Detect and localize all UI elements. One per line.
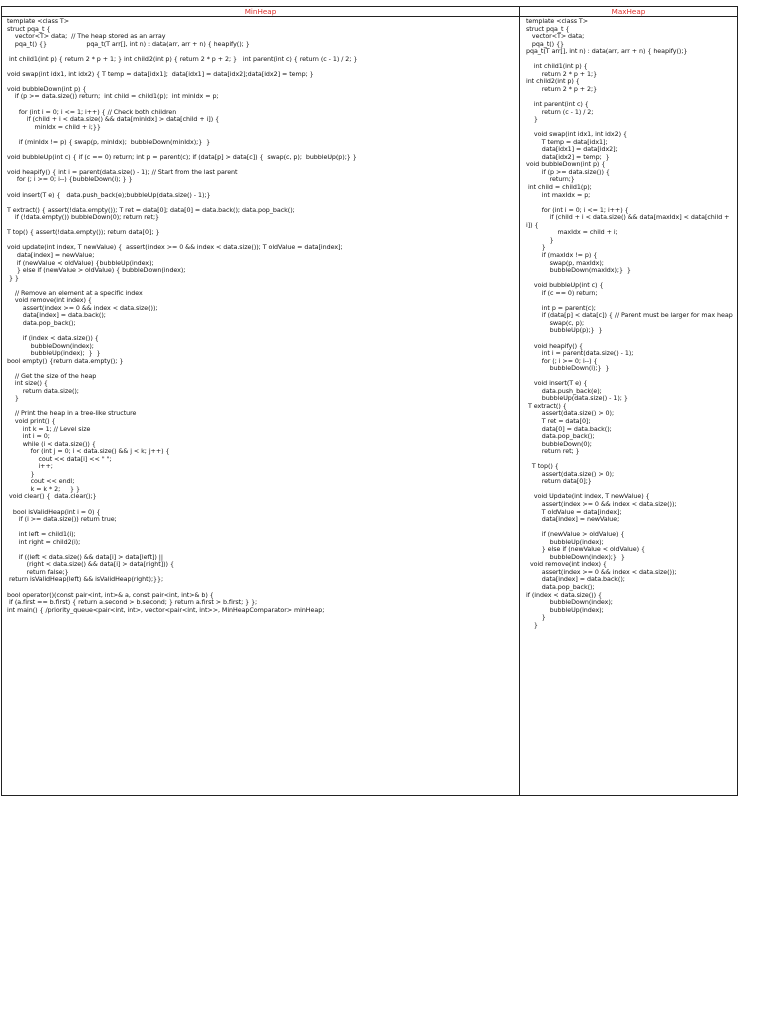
minheap-title: MinHeap <box>2 7 519 17</box>
maxheap-code: template <class T> struct pqa_t { vector<T> data; pqa_t() {} pqa_t(T arr[], int n) : data(arr, arr + n) { heapify();} int child1(int p) { return 2 * p + 1;} int child2(int p) { return 2 * p + 2;} int parent(int c) { return (c - 1) / 2; } void swap(int idx1, int idx2) { T temp = data[idx1]; data[idx1] = data[idx2]; data[idx2] = temp; } void bubbleDown(int p) { if (p >= data.size()) { return;} int child = child1(p); int maxIdx = p; for (int i = 0; i <= 1; i++) { if (child + i < data.size() && data[maxIdx] < data[child + i]) { maxIdx = child + i; } } if (maxIdx != p) { swap(p, maxIdx); bubbleDown(maxIdx);} } void bubbleUp(int c) { if (c == 0) return; int p = parent(c); if (data[p] < data[c]) { // Parent must be larger for max heap swap(c, p); bubbleUp(p);} } void heapify() { int i = parent(data.size() - 1); for (; i >= 0; i--) { bubbleDown(i);} } void insert(T e) { data.push_back(e); bubbleUp(data.size() - 1); } T extract() { assert(data.size() > 0); T ret = data[0]; data[0] = data.back(); data.pop_back(); bubbleDown(0); return ret; } T top() { assert(data.size() > 0); return data[0];} void Update(int index, T newValue) { assert(index >= 0 && index < data.size()); T oldValue = data[index]; data[index] = newValue; if (newValue > oldValue) { bubbleUp(index); } else if (newValue < oldValue) { bubbleDown(index);} } void remove(int index) { assert(index >= 0 && index < data.size()); data[index] = data.back(); data.pop_back(); if (index < data.size()) { bubbleDown(index); bubbleUp(index); } } <box>526 18 733 629</box>
minheap-column <box>2 7 520 795</box>
minheap-code: template <class T> struct pqa_t { vector<T> data; // The heap stored as an array pqa_t() {} pqa_t(T arr[], int n) : data(arr, arr + n) { heapify(); } int child1(int p) { return 2 * p + 1; } int child2(int p) { return 2 * p + 2; } int parent(int c) { return (c - 1) / 2; } void swap(int idx1, int idx2) { T temp = data[idx1]; data[idx1] = data[idx2];data[idx2] = temp; } void bubbleDown(int p) { if (p >= data.size()) return; int child = child1(p); int minIdx = p; for (int i = 0; i <= 1; i++) { // Check both children if (child + i < data.size() && data[minIdx] > data[child + i]) { minIdx = child + i;}} if (minIdx != p) { swap(p, minIdx); bubbleDown(minIdx);} } void bubbleUp(int c) { if (c == 0) return; int p = parent(c); if (data[p] > data[c]) { swap(c, p); bubbleUp(p);} } void heapify() { int i = parent(data.size() - 1); // Start from the last parent for (; i >= 0; i--) {bubbleDown(i); } } void insert(T e) { data.push_back(e);bubbleUp(data.size() - 1);} T extract() { assert(!data.empty()); T ret = data[0]; data[0] = data.back(); data.pop_back(); if (!data.empty()) bubbleDown(0); return ret;} T top() { assert(!data.empty()); return data[0]; } void update(int index, T newValue) { assert(index >= 0 && index < data.size()); T oldValue = data[index]; data[index] = newValue; if (newValue < oldValue) {bubbleUp(index); } else if (newValue > oldValue) { bubbleDown(index); } } // Remove an element at a specific index void remove(int index) { assert(index >= 0 && index < data.size()); data[index] = data.back(); data.pop_back(); if (index < data.size()) { bubbleDown(index); bubbleUp(index); } } bool empty() {return data.empty(); } // Get the size of the heap int size() { return data.size(); } // Print the heap in a tree-like structure void print() { int k = 1; // Level size int i = 0; while (i < data.size()) { for (int j = 0; i < data.size() && j < k; j++) { cout << data[i] << " "; i++; } cout << endl; k = k * 2; } } void clear() { data.clear();} bool isValidHeap(int i = 0) { if (i >= data.size()) return true; int left = child1(i); int right = child2(i); if ((left < data.size() && data[i] > data[left]) || (right < data.size() && data[i] > data[right])) { return false;} return isValidHeap(left) && isValidHeap(right);}}; bool operator()(const pair<int, int>& a, const pair<int, int>& b) { if (a.first == b.first) { return a.second > b.second; } return a.first > b.first; } }; int main() { /priority_queue<pair<int, int>, vector<pair<int, int>>, MinHeapComparator> minHeap; <box>7 18 358 614</box>
maxheap-column <box>520 7 737 795</box>
maxheap-title: MaxHeap <box>520 7 737 17</box>
code-sheet <box>1 6 738 796</box>
